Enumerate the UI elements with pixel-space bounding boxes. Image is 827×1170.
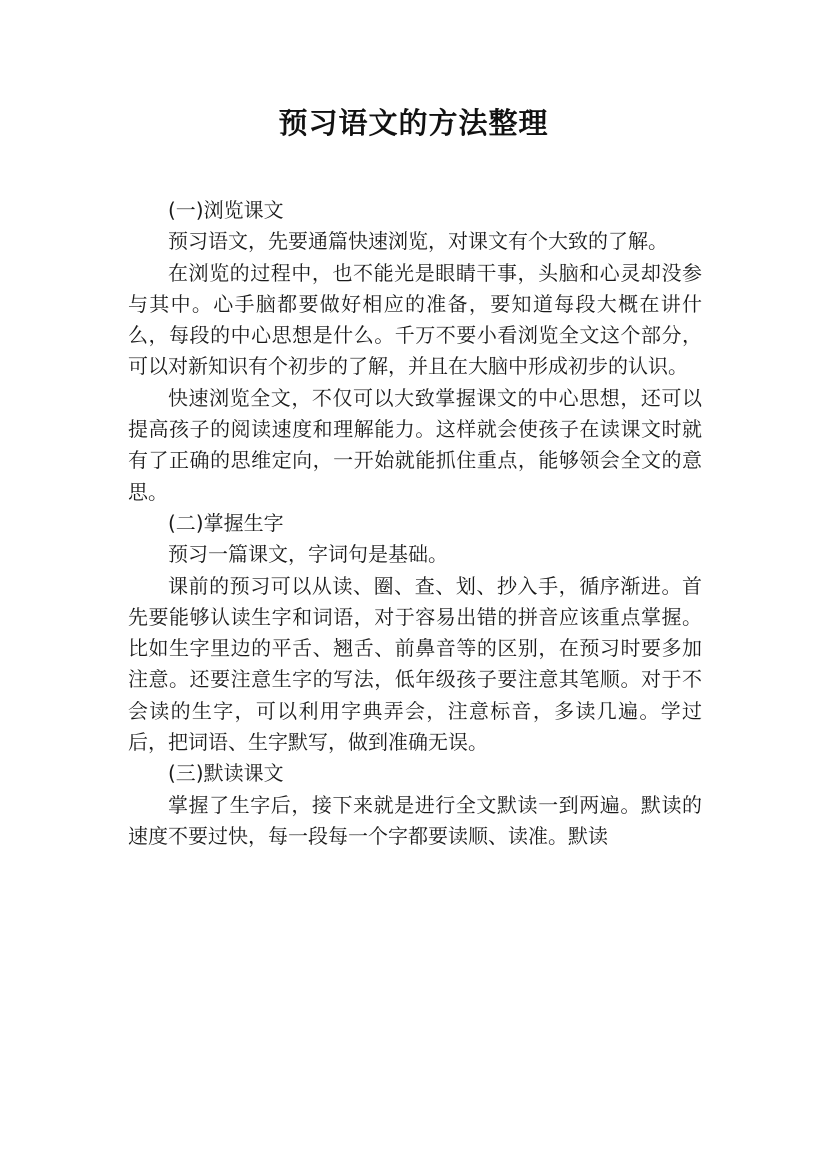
document-body: [128, 195, 702, 852]
section-heading-silent-reading: (三)默读课文: [168, 761, 284, 786]
paragraph: 预习一篇课文，字词句是基础。: [168, 542, 448, 567]
section-heading-characters: (二)掌握生字: [168, 510, 284, 535]
section-heading-browse: (一)浏览课文: [168, 198, 284, 222]
paragraph: 掌握了生字后，接下来就是进行全文默读一到两遍。默读的速度不要过快，每一段每一个字都要读顺、读准。默读: [128, 792, 702, 848]
paragraph: 课前的预习可以从读、圈、查、划、抄入手，循序渐进。首先要能够认读生字和词语，对于容易出错的拼音应该重点掌握。比如生字里边的平舌、翘舌、前鼻音等的区别，在预习时要多加注意。还要注意生字的写法，低年级孩子要注意其笔顺。对于不会读的生字，可以利用字典弄会，注意标音，多读几遍。学过后，把词语、生字默写，做到准确无误。: [128, 573, 702, 755]
paragraph: 在浏览的过程中，也不能光是眼睛干事，头脑和心灵却没参与其中。心手脑都要做好相应的准备，要知道每段大概在讲什么，每段的中心思想是什么。千万不要小看浏览全文这个部分，可以对新知识有个初步的了解，并且在大脑中形成初步的认识。: [128, 260, 702, 379]
document-title: 预习语文的方法整理: [278, 106, 549, 140]
paragraph: 预习语文，先要通篇快速浏览，对课文有个大致的了解。: [168, 229, 668, 254]
paragraph: 快速浏览全文，不仅可以大致掌握课文的中心思想，还可以提高孩子的阅读速度和理解能力。这样就会使孩子在读课文时就有了正确的思维定向，一开始就能抓住重点，能够领会全文的意思。: [128, 385, 702, 504]
